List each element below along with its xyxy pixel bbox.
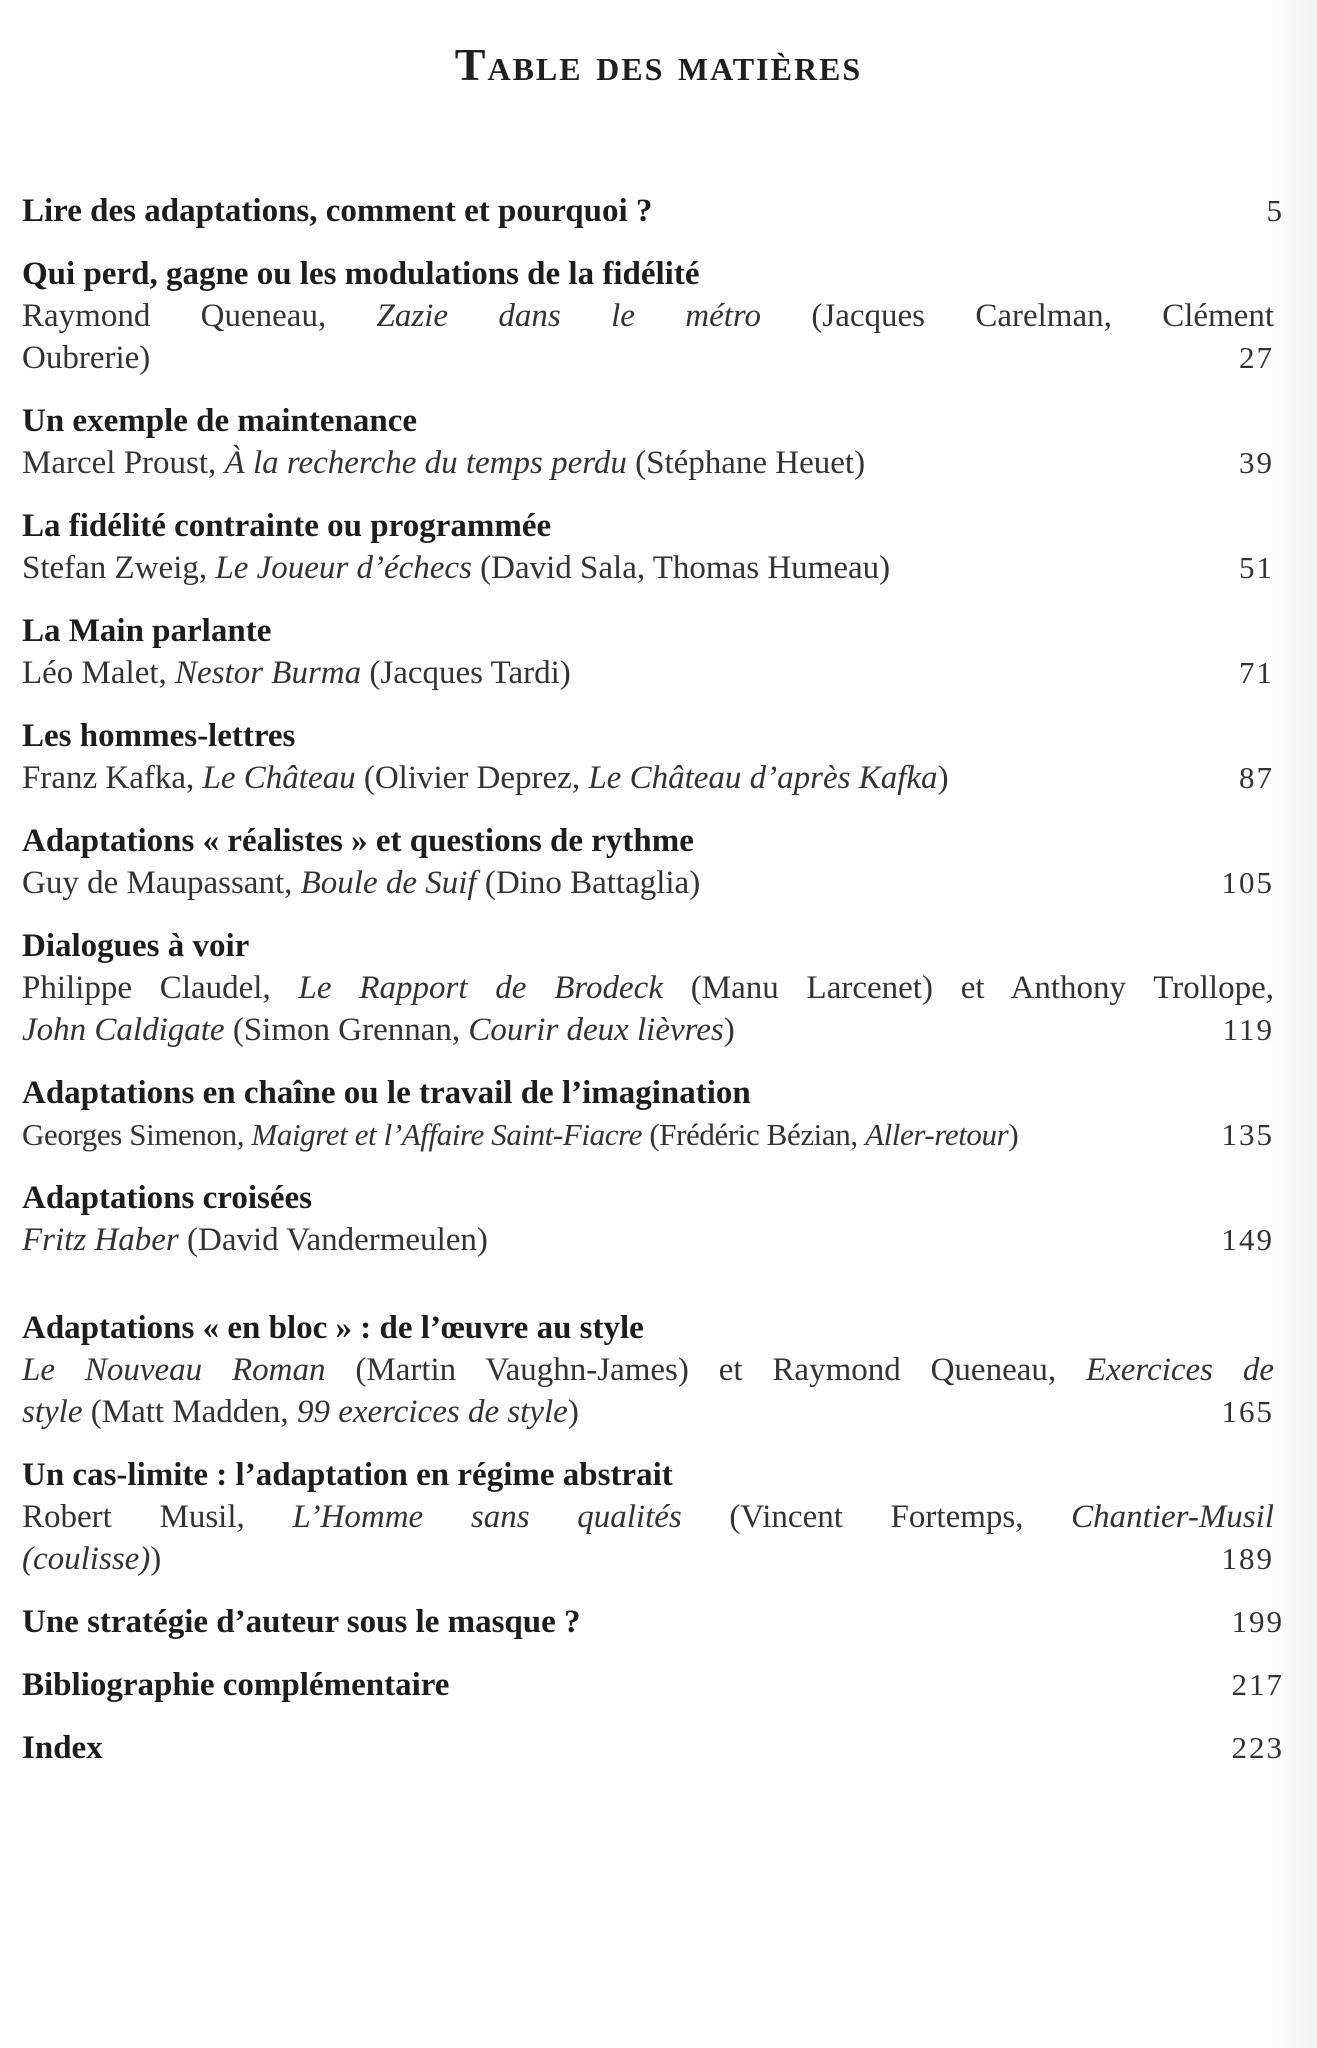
- chapter-subtitle-continued: [22, 1009, 1203, 1051]
- work-title: 99 exercices de style: [296, 1394, 568, 1430]
- work-title: John Caldigate: [22, 1012, 225, 1048]
- toc-entry: [22, 715, 1284, 799]
- work-title: (coulisse): [22, 1541, 151, 1577]
- adapter-names: (David Vandermeulen): [178, 1222, 488, 1258]
- chapter-subtitle: [22, 1349, 1284, 1391]
- toc-entry: [22, 1601, 1284, 1643]
- page-title: Table des matières: [454, 39, 863, 90]
- closing-paren: ): [567, 1394, 579, 1430]
- work-title: Nestor Burma: [175, 655, 362, 691]
- toc-entry: [22, 1727, 1284, 1769]
- page-number: 199: [1231, 1604, 1284, 1639]
- chapter-subtitle: [22, 547, 1219, 589]
- chapter-subtitle-continued: [22, 1391, 1202, 1433]
- page-number: 51: [1239, 550, 1274, 585]
- page-number: 39: [1239, 445, 1274, 480]
- toc-entry: [22, 1177, 1284, 1261]
- chapter-subtitle: [22, 862, 1202, 904]
- page-number: 5: [1266, 193, 1284, 228]
- adapter-names: (David Sala, Thomas Humeau): [471, 550, 891, 586]
- work-title: Boule de Suif: [300, 865, 477, 901]
- toc-entry: [22, 400, 1284, 484]
- chapter-heading: Adaptations « en bloc » : de l’œuvre au style: [22, 1310, 644, 1346]
- chapter-subtitle-continued: [22, 1538, 1202, 1580]
- adapter-names: (Jacques Carelman, Clément: [761, 298, 1274, 334]
- author-name: Franz Kafka,: [22, 760, 203, 796]
- page-number: 71: [1239, 655, 1274, 690]
- author-name: Stefan Zweig,: [22, 550, 216, 586]
- adapter-names: (Vincent Fortemps,: [681, 1499, 1072, 1535]
- work-title: Zazie dans le métro: [376, 298, 762, 334]
- chapter-heading: Qui perd, gagne ou les modulations de la fidélité: [22, 256, 700, 292]
- adapter-names: (Jacques Tardi): [361, 655, 571, 691]
- chapter-heading: La Main parlante: [22, 613, 272, 649]
- chapter-subtitle: [22, 652, 1219, 694]
- page-number: 27: [1239, 340, 1274, 375]
- closing-paren: ): [1008, 1117, 1019, 1152]
- chapter-heading: Un cas-limite : l’adaptation en régime abstrait: [22, 1457, 673, 1493]
- work-title: Chantier-Musil: [1071, 1499, 1274, 1535]
- chapter-heading: Adaptations croisées: [22, 1180, 312, 1216]
- adapter-names: (Stéphane Heuet): [626, 445, 866, 481]
- toc-entry: [22, 253, 1284, 379]
- chapter-subtitle: [22, 1496, 1284, 1538]
- author-name: Guy de Maupassant,: [22, 865, 301, 901]
- toc-entry: [22, 610, 1284, 694]
- work-title: Aller-retour: [865, 1117, 1009, 1152]
- chapter-heading: Lire des adaptations, comment et pourquoi ?: [22, 193, 653, 229]
- author-name: Léo Malet,: [22, 655, 176, 691]
- adapter-names: (Manu Larcenet) et Anthony Trollope,: [662, 970, 1274, 1006]
- chapter-subtitle: [22, 1219, 1202, 1261]
- chapter-heading: La fidélité contrainte ou programmée: [22, 508, 552, 544]
- chapter-heading: Une stratégie d’auteur sous le masque ?: [22, 1604, 581, 1640]
- toc-entry: [22, 1664, 1284, 1706]
- toc-entry: [22, 925, 1284, 1051]
- closing-paren: ): [937, 760, 949, 796]
- page-number: 87: [1239, 760, 1274, 795]
- adapter-names: Oubrerie): [22, 340, 151, 376]
- toc-entry: [22, 190, 1284, 232]
- chapter-heading: Adaptations en chaîne ou le travail de l’imagination: [22, 1075, 751, 1111]
- adapter-names: (Olivier Deprez,: [355, 760, 589, 796]
- author-name: Robert Musil,: [22, 1499, 293, 1535]
- table-of-contents: [22, 190, 1284, 1790]
- work-title: Le Joueur d’échecs: [215, 550, 472, 586]
- work-title: Maigret et l’Affaire Saint-Fiacre: [251, 1117, 642, 1152]
- chapter-subtitle: [22, 757, 1219, 799]
- chapter-subtitle: [22, 442, 1219, 484]
- work-title: Le Nouveau Roman: [22, 1352, 326, 1388]
- chapter-subtitle: [22, 295, 1284, 337]
- toc-entry: [22, 505, 1284, 589]
- author-name: Georges Simenon,: [22, 1117, 252, 1152]
- work-title: style: [22, 1394, 83, 1430]
- chapter-heading: Adaptations « réalistes » et questions de rythme: [22, 823, 694, 859]
- chapter-subtitle: [22, 1114, 1202, 1156]
- page-number: 165: [1221, 1394, 1274, 1429]
- chapter-heading: Bibliographie complémentaire: [22, 1667, 450, 1703]
- closing-paren: ): [150, 1541, 162, 1577]
- page-number: 189: [1221, 1541, 1274, 1576]
- chapter-subtitle: [22, 967, 1284, 1009]
- adapter-names: (Martin Vaughn-James) et Raymond Queneau,: [325, 1352, 1086, 1388]
- work-title: Le Château: [202, 760, 356, 796]
- chapter-heading: Un exemple de maintenance: [22, 403, 418, 439]
- page-number: 105: [1221, 865, 1274, 900]
- work-title: L’Homme sans qualités: [292, 1499, 682, 1535]
- adapter-names: (Matt Madden,: [82, 1394, 297, 1430]
- author-name: Raymond Queneau,: [22, 298, 377, 334]
- page-number: 135: [1221, 1117, 1274, 1152]
- adapter-names: (Frédéric Bézian,: [641, 1117, 866, 1152]
- toc-entry: [22, 1454, 1284, 1580]
- adapter-names: (Simon Grennan,: [224, 1012, 469, 1048]
- author-name: Marcel Proust,: [22, 445, 225, 481]
- toc-entry: [22, 1072, 1284, 1156]
- work-title: Le Rapport de Brodeck: [298, 970, 663, 1006]
- toc-entry: [22, 820, 1284, 904]
- work-title: À la recherche du temps perdu: [224, 445, 627, 481]
- page-number: 217: [1231, 1667, 1284, 1702]
- chapter-heading: Index: [22, 1730, 103, 1766]
- page-number: 119: [1222, 1012, 1274, 1047]
- chapter-heading: Dialogues à voir: [22, 928, 250, 964]
- work-title: Courir deux lièvres: [468, 1012, 724, 1048]
- page-number: 149: [1221, 1222, 1274, 1257]
- work-title: Le Château d’après Kafka: [588, 760, 938, 796]
- toc-entry: [22, 1307, 1284, 1433]
- closing-paren: ): [723, 1012, 735, 1048]
- work-title: Fritz Haber: [22, 1222, 179, 1258]
- author-name: Philippe Claudel,: [22, 970, 299, 1006]
- chapter-heading: Les hommes-lettres: [22, 718, 296, 754]
- adapter-names: (Dino Battaglia): [476, 865, 701, 901]
- work-title: Exercices de: [1085, 1352, 1275, 1388]
- page-number: 223: [1231, 1730, 1284, 1765]
